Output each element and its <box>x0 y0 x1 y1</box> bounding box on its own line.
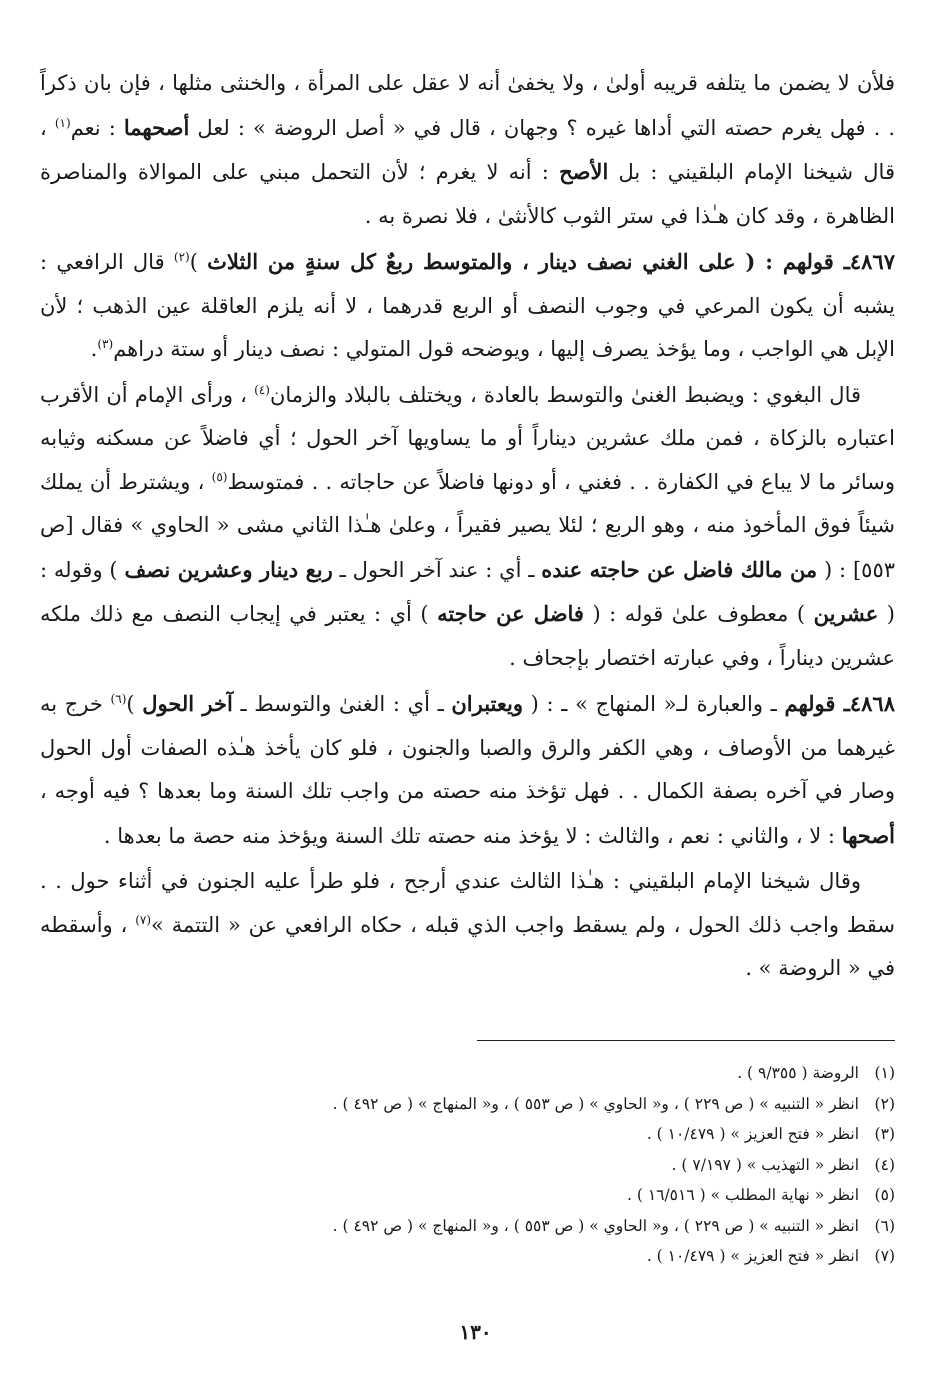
footnotes <box>40 1058 895 1272</box>
paragraph <box>40 62 895 238</box>
footnote-text: انظر « التنبيه » ( ص ٢٢٩ ) ، و« الحاوي » ( ص ٥٥٣ ) ، و« المنهاج » ( ص ٤٩٢ ) . <box>332 1094 859 1113</box>
text-run: ـ والعبارة لـ« المنهاج » ـ : ( <box>523 692 785 716</box>
text-run: ) وقوله : ( <box>40 557 895 626</box>
footnote-text: انظر « التهذيب » ( ٧/١٩٧ ) . <box>671 1155 859 1174</box>
bold-text: أصحهما <box>123 114 190 140</box>
text-run: ) أي : يعتبر في إيجاب النصف مع ذلك ملكه عشرين ديناراً ، وفي عبارته اختصار بإجحاف . <box>40 602 895 670</box>
footnote-divider <box>477 1040 895 1041</box>
page <box>40 62 896 1265</box>
bold-text: من مالك فاضل عن حاجته عنده <box>541 556 818 582</box>
footnote-ref: (٥) <box>211 469 228 484</box>
text-run: خرج به غيرهما من الأوصاف ، وهي الكفر والرق والصبا والجنون ، فلو كان يأخذ هـٰذه الصفات أول الحول وصار في آخره بصفة الكمال . . فهل تؤخذ منه حصته من واجب تلك السنة وما بعدها ؟ فيه أوجه ، <box>40 692 895 803</box>
footnote-ref: (٢) <box>173 250 190 264</box>
text-run: ) معطوف علىٰ قوله : ( <box>583 602 814 626</box>
paragraph <box>40 374 895 681</box>
text-run: . <box>90 337 98 361</box>
text-run: ) <box>126 692 143 716</box>
footnote-number: (٣) <box>874 1125 895 1143</box>
text-run: فلأن لا يضمن ما يتلفه قريبه أولىٰ ، ولا يخفىٰ أنه لا عقل على المرأة ، والخنثى مثلها ، فإن بان ذكراً . . فهل يغرم حصته التي أداها غيره ؟ وجهان ، قال في « أصل الروضة » : لعل <box>40 71 896 140</box>
footnote-text: انظر « فتح العزيز » ( ١٠/٤٧٩ ) . <box>646 1125 859 1143</box>
footnote-ref: (١) <box>54 115 71 130</box>
bold-text: عشرين <box>813 601 879 626</box>
text-run: ، ويشترط أن يملك شيئاً فوق المأخوذ منه ، وهو الربع ؛ لئلا يصير فقيراً ، وعلىٰ هـٰذا الثاني مشى « الحاوي » فقال [ص ٥٥٣] : ( <box>40 469 896 582</box>
text-run: ، ورأى الإمام أن الأقرب اعتباره بالزكاة ، فمن ملك عشرين ديناراً أو ما يساويها آخر الحول ؛ أي فاضلاً عن مسكنه وثيابه وسائر ما لا يباع في الكفارة . . فغني ، أو دونها فاضلاً عن حاجاته . . فمتوسط <box>40 382 895 494</box>
paragraph <box>40 860 895 991</box>
bold-text: ربع دينار وعشرين نصف <box>124 556 333 582</box>
bold-text: أصحها <box>841 822 895 848</box>
text-run: : لا ، والثاني : نعم ، والثالث : لا يؤخذ منه حصته تلك السنة ويؤخذ منه حصة ما بعدها . <box>103 823 842 848</box>
footnote <box>40 1119 895 1150</box>
paragraph <box>40 682 895 858</box>
text-run: : أنه لا يغرم ؛ لأن التحمل مبني على الموالاة والمناصرة الظاهرة ، وقد كان هـٰذا في ستر الثوب كالأنثىٰ ، فلا نصرة به . <box>40 160 895 228</box>
bold-text: آخر الحول <box>142 691 233 716</box>
footnote <box>40 1241 895 1272</box>
footnote-number: (٢) <box>874 1094 895 1113</box>
bold-text: الأصح <box>559 159 609 184</box>
bold-text: على الغني نصف دينار ، والمتوسط ربعٌ كل سنةٍ من الثلاث <box>207 249 736 274</box>
footnote-ref: (٦) <box>110 692 127 706</box>
footnote <box>40 1089 895 1120</box>
text-run: ، وأسقطه في « الروضة » . <box>40 912 895 980</box>
text-run: : نعم <box>70 115 124 140</box>
footnote-number: (٧) <box>874 1247 895 1265</box>
bold-text: ٤٨٦٧ـ قولهم : ( <box>735 249 895 274</box>
text-run: ، قال شيخنا الإمام البلقيني : بل <box>40 115 895 184</box>
footnote-number: (١) <box>874 1064 895 1082</box>
text-run: قال الرافعي : يشبه أن يكون المرعي في وجوب النصف أو الربع قدرهما ، لا أنه يلزم العاقلة عين الذهب ؛ لأن الإبل هي الواجب ، وما يؤخذ يصرف إليها ، ويوضحه قول المتولي : نصف دينار أو ستة دراهم <box>40 250 895 361</box>
text-run: وقال شيخنا الإمام البلقيني : هـٰذا الثالث عندي أرجح ، فلو طرأ عليه الجنون في أثناء حول . . سقط واجب ذلك الحول ، ولم يسقط واجب الذي قبله ، حكاه الرافعي عن « التتمة » <box>40 869 895 937</box>
footnote-ref: (٣) <box>97 337 114 351</box>
main-text <box>40 62 895 991</box>
bold-text: ٤٨٦٨ـ قولهم <box>784 691 895 716</box>
text-run: ـ أي : عند آخر الحول ـ <box>332 557 542 582</box>
footnote-ref: (٤) <box>254 382 270 397</box>
page-number: ١٣٠ <box>459 1320 492 1344</box>
text-run: ) <box>189 250 208 274</box>
bold-text: ويعتبران <box>451 691 524 716</box>
bold-text: فاضل عن حاجته <box>437 601 584 626</box>
footnote <box>40 1211 895 1242</box>
footnote <box>40 1180 895 1211</box>
footnote-ref: (٧) <box>135 912 152 927</box>
text-run: ـ أي : الغنىٰ والتوسط ـ <box>232 692 452 716</box>
text-run: قال البغوي : ويضبط الغنىٰ والتوسط بالعادة ، ويختلف بالبلاد والزمان <box>269 382 861 407</box>
footnote-text: الروضة ( ٩/٣٥٥ ) . <box>737 1064 859 1082</box>
footnote-number: (٤) <box>874 1155 895 1174</box>
footnote-text: انظر « التنبيه » ( ص ٢٢٩ ) ، و« الحاوي » ( ص ٥٥٣ ) ، و« المنهاج » ( ص ٤٩٢ ) . <box>332 1216 859 1235</box>
footnote-number: (٥) <box>874 1186 895 1204</box>
paragraph <box>40 240 895 372</box>
footnote <box>40 1150 895 1181</box>
footnote-number: (٦) <box>874 1216 895 1235</box>
footnote-text: انظر « فتح العزيز » ( ١٠/٤٧٩ ) . <box>646 1247 859 1265</box>
footnote <box>40 1058 895 1089</box>
footnote-text: انظر « نهاية المطلب » ( ١٦/٥١٦ ) . <box>626 1186 859 1204</box>
